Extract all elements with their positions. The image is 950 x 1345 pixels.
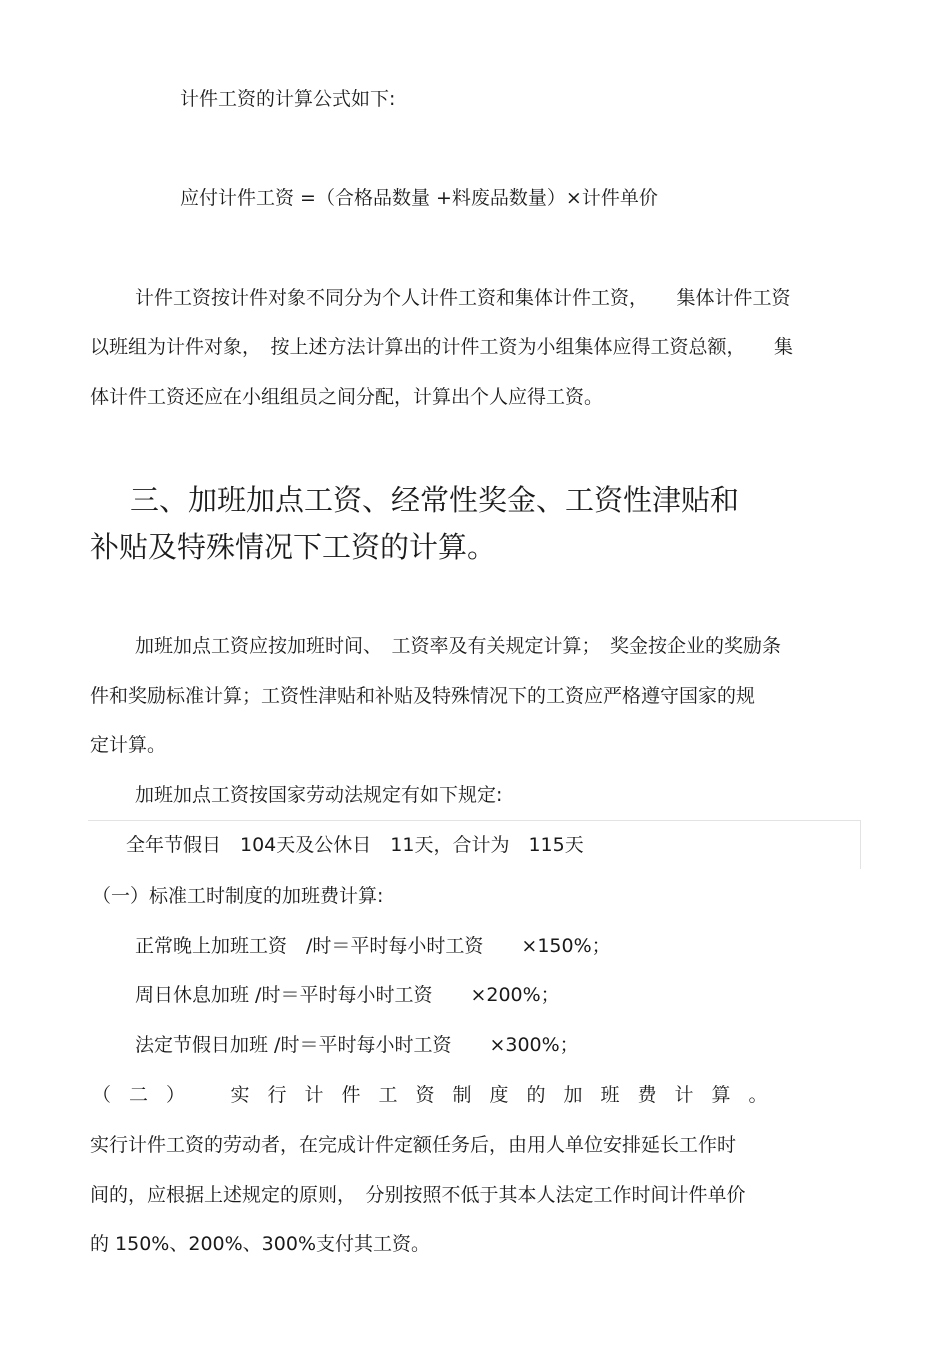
- section-1-title: （一）标准工时制度的加班费计算:: [92, 885, 384, 907]
- holiday-summary: 全年节假日 104天及公休日 11天，合计为 115天: [126, 834, 584, 856]
- paragraph-1-line-1: 计件工资按计件对象不同分为个人计件工资和集体计件工资， 集体计件工资: [135, 287, 791, 309]
- rule-holiday-overtime: 法定节假日加班 /时＝平时每小时工资 ×300%；: [135, 1034, 579, 1056]
- rule-evening-overtime: 正常晚上加班工资 /时＝平时每小时工资 ×150%；: [135, 935, 611, 957]
- rule-sunday-overtime: 周日休息加班 /时＝平时每小时工资 ×200%；: [135, 984, 560, 1006]
- paragraph-1-line-3: 体计件工资还应在小组组员之间分配，计算出个人应得工资。: [90, 386, 604, 408]
- formula: 应付计件工资 =（合格品数量 +料废品数量）×计件单价: [180, 187, 658, 209]
- paragraph-2-line-3: 定计算。: [90, 734, 167, 756]
- section-heading-line-1: 三、加班加点工资、经常性奖金、工资性津贴和: [130, 483, 740, 517]
- section-heading-line-2: 补贴及特殊情况下工资的计算。: [90, 530, 497, 564]
- formula-intro: 计件工资的计算公式如下:: [180, 88, 396, 110]
- paragraph-2-line-1: 加班加点工资应按加班时间、 工资率及有关规定计算； 奖金按企业的奖励条: [135, 635, 782, 657]
- paragraph-3-line-2: 间的，应根据上述规定的原则， 分别按照不低于其本人法定工作时间计件单价: [90, 1184, 746, 1206]
- paragraph-3-line-3: 的 150%、200%、300%支付其工资。: [90, 1233, 430, 1255]
- paragraph-3-line-1: 实行计件工资的劳动者，在完成计件定额任务后，由用人单位安排延长工作时: [90, 1134, 737, 1156]
- rule-intro: 加班加点工资按国家劳动法规定有如下规定:: [135, 784, 503, 806]
- paragraph-1-line-2: 以班组为计件对象， 按上述方法计算出的计件工资为小组集体应得工资总额， 集: [90, 336, 794, 358]
- section-2-title: （二） 实行计件工资制度的加班费计算。: [92, 1084, 786, 1106]
- paragraph-2-line-2: 件和奖励标准计算；工资性津贴和补贴及特殊情况下的工资应严格遵守国家的规: [90, 685, 756, 707]
